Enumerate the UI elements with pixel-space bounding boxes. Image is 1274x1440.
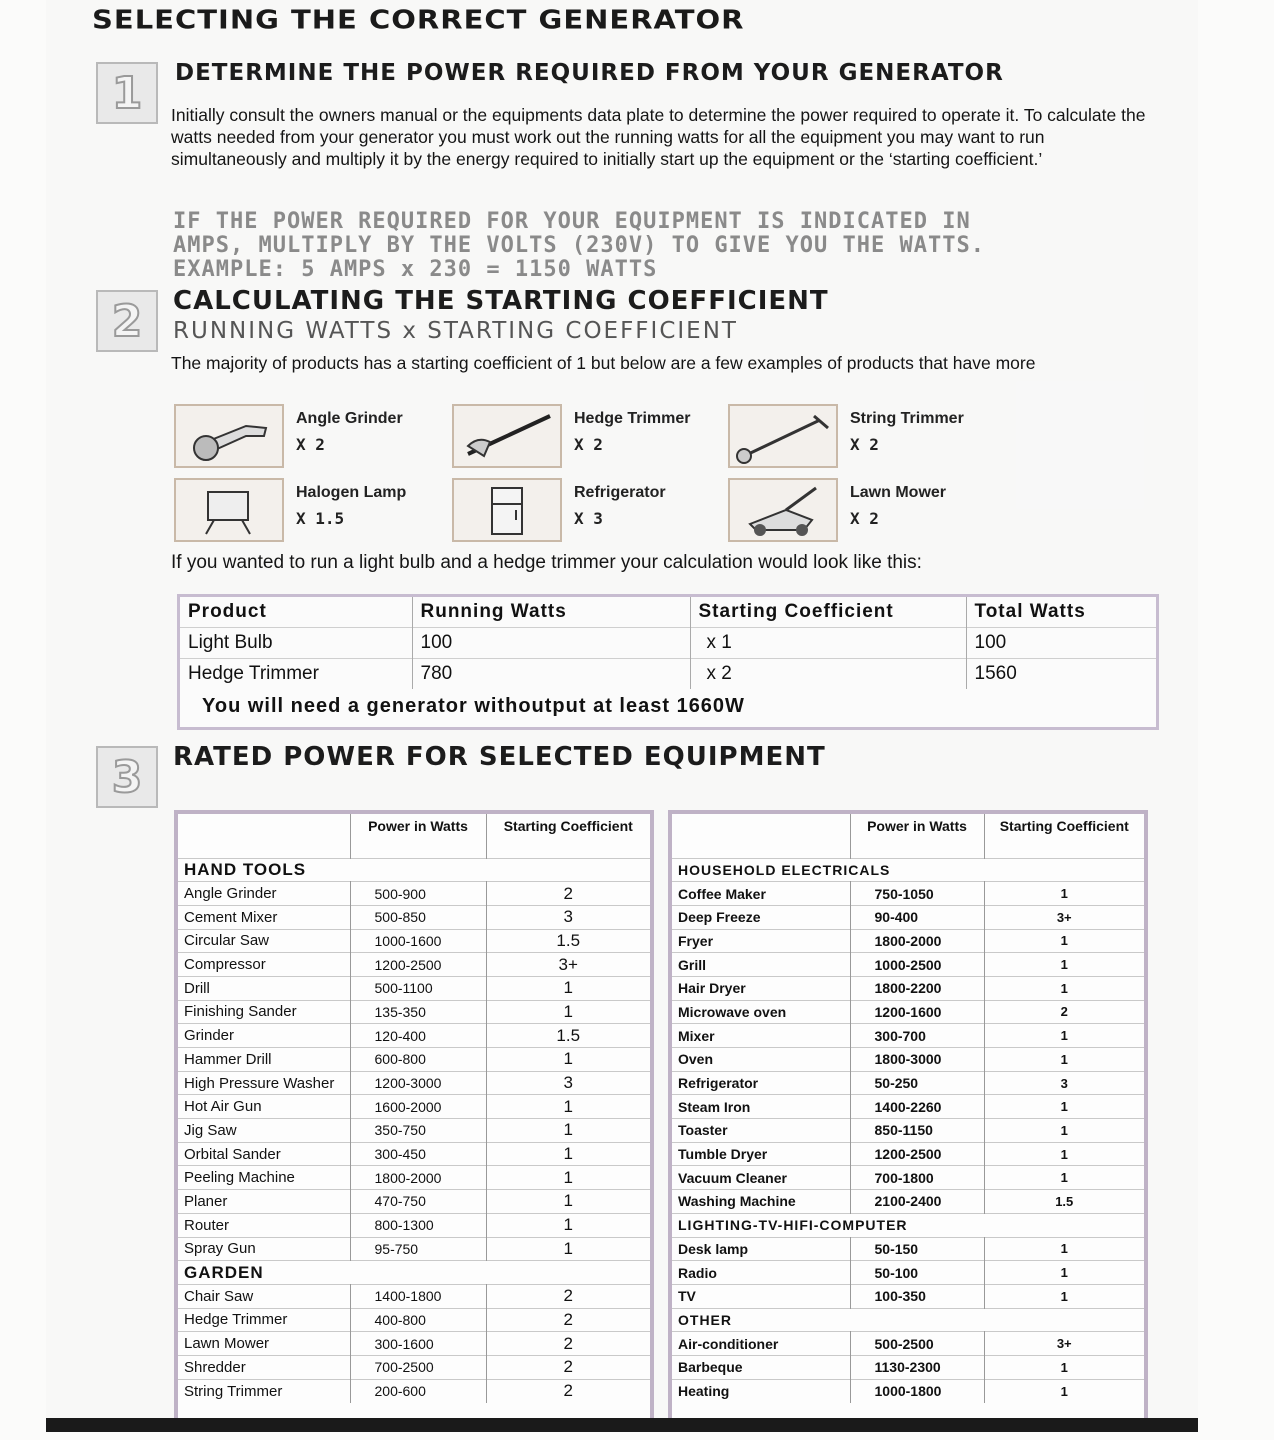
section-row: LIGHTING-TV-HIFI-COMPUTER [672, 1213, 1144, 1237]
table-row: String Trimmer 200-600 2 [178, 1379, 650, 1403]
table-row: Oven 1800-3000 1 [672, 1048, 1144, 1072]
table-row: Cement Mixer 500-850 3 [178, 905, 650, 929]
step-number-1: 1 [96, 62, 158, 124]
step-number-3: 3 [96, 746, 158, 808]
amps-note-line-3: EXAMPLE: 5 AMPS x 230 = 1150 WATTS [173, 257, 658, 282]
table-row: Jig Saw 350-750 1 [178, 1119, 650, 1143]
product-hedge-trimmer: Hedge Trimmer X 2 [452, 404, 722, 468]
coefficient-column-header: Starting Coefficient [999, 818, 1129, 834]
table-row: Orbital Sander 300-450 1 [178, 1142, 650, 1166]
string-trimmer-icon [728, 404, 838, 468]
section-1-paragraph: Initially consult the owners manual or the equipments data plate to determine the power required to operate it. To calculate the watts needed from your generator you must work out the running watts for all the equipment you may want to run simultaneously and multiply it by the energy required to initially start up the equipment or the ‘starting coefficient.’ [171, 105, 1146, 169]
section-2-paragraph: The majority of products has a starting coefficient of 1 but below are a few examples of products that have more [171, 353, 1036, 373]
table-row: Finishing Sander 135-350 1 [178, 1000, 650, 1024]
halogen-lamp-icon [174, 478, 284, 542]
table-row: Heating 1000-1800 1 [672, 1379, 1144, 1403]
product-angle-grinder: Angle Grinder X 2 [174, 404, 444, 468]
section-row: HAND TOOLS [178, 858, 650, 882]
table-row: Circular Saw 1000-1600 1.5 [178, 929, 650, 953]
table-row: Shredder 700-2500 2 [178, 1355, 650, 1379]
table-row: Refrigerator 50-250 3 [672, 1071, 1144, 1095]
table-row: Hair Dryer 1800-2200 1 [672, 976, 1144, 1000]
example-intro: If you wanted to run a light bulb and a hedge trimmer your calculation would look like this: [171, 552, 922, 573]
table-row: High Pressure Washer 1200-3000 3 [178, 1071, 650, 1095]
table-row: Air-conditioner 500-2500 3+ [672, 1332, 1144, 1356]
table-row: Grill 1000-2500 1 [672, 953, 1144, 977]
table-row: Vacuum Cleaner 700-1800 1 [672, 1166, 1144, 1190]
amps-note-line-1: IF THE POWER REQUIRED FOR YOUR EQUIPMENT IS INDICATED IN [173, 209, 971, 234]
table-row: Desk lamp 50-150 1 [672, 1237, 1144, 1261]
section-1-heading: DETERMINE THE POWER REQUIRED FROM YOUR GENERATOR [175, 60, 1004, 86]
section-row: GARDEN [178, 1261, 650, 1285]
table-row: Mixer 300-700 1 [672, 1024, 1144, 1048]
hand-tools-garden-table [174, 810, 654, 1424]
calc-header: Running Watts [412, 597, 690, 628]
table-row: Hedge Trimmer 780 x 2 1560 [180, 659, 1156, 690]
product-refrigerator: Refrigerator X 3 [452, 478, 722, 542]
table-row: Compressor 1200-2500 3+ [178, 953, 650, 977]
table-row: Spray Gun 95-750 1 [178, 1237, 650, 1261]
calc-header: Starting Coefficient [690, 597, 966, 628]
bottom-bar [46, 1418, 1198, 1432]
amps-note-line-2: AMPS, MULTIPLY BY THE VOLTS (230V) TO GIVE YOU THE WATTS. [173, 233, 985, 258]
power-column-header: Power in Watts [350, 814, 486, 858]
amps-note [173, 210, 1113, 282]
table-row: Toaster 850-1150 1 [672, 1119, 1144, 1143]
table-row: Peeling Machine 1800-2000 1 [178, 1166, 650, 1190]
table-row: Microwave oven 1200-1600 2 [672, 1000, 1144, 1024]
table-row: Chair Saw 1400-1800 2 [178, 1284, 650, 1308]
table-row: Fryer 1800-2000 1 [672, 929, 1144, 953]
angle-grinder-icon [174, 404, 284, 468]
table-row: Tumble Dryer 1200-2500 1 [672, 1142, 1144, 1166]
section-2-heading: CALCULATING THE STARTING COEFFICIENT [173, 286, 829, 316]
product-string-trimmer: String Trimmer X 2 [728, 404, 998, 468]
table-row: Planer 470-750 1 [178, 1190, 650, 1214]
table-row: Hammer Drill 600-800 1 [178, 1048, 650, 1072]
step-number-2: 2 [96, 290, 158, 352]
table-row: Radio 50-100 1 [672, 1261, 1144, 1285]
calc-result: You will need a generator withoutput at least 1660W [202, 695, 745, 717]
refrigerator-icon [452, 478, 562, 542]
coefficient-column-header: Starting Coefficient [503, 818, 633, 834]
table-row: Drill 500-1100 1 [178, 976, 650, 1000]
table-row: Coffee Maker 750-1050 1 [672, 882, 1144, 906]
table-row: Barbeque 1130-2300 1 [672, 1355, 1144, 1379]
product-halogen-lamp: Halogen Lamp X 1.5 [174, 478, 444, 542]
table-row: Steam Iron 1400-2260 1 [672, 1095, 1144, 1119]
table-row: Lawn Mower 300-1600 2 [178, 1332, 650, 1356]
table-row: Light Bulb 100 x 1 100 [180, 628, 1156, 659]
calculation-table [177, 594, 1159, 730]
formula-text: RUNNING WATTS x STARTING COEFFICIENT [173, 318, 738, 344]
household-table [668, 810, 1148, 1424]
hedge-trimmer-icon [452, 404, 562, 468]
table-row: Grinder 120-400 1.5 [178, 1024, 650, 1048]
page-title: SELECTING THE CORRECT GENERATOR [92, 4, 745, 35]
table-row: Router 800-1300 1 [178, 1213, 650, 1237]
lawn-mower-icon [728, 478, 838, 542]
table-row: Hot Air Gun 1600-2000 1 [178, 1095, 650, 1119]
table-row: TV 100-350 1 [672, 1284, 1144, 1308]
table-row: Washing Machine 2100-2400 1.5 [672, 1190, 1144, 1214]
section-row: HOUSEHOLD ELECTRICALS [672, 858, 1144, 882]
section-row: OTHER [672, 1308, 1144, 1332]
table-row: Deep Freeze 90-400 3+ [672, 905, 1144, 929]
table-row: Hedge Trimmer 400-800 2 [178, 1308, 650, 1332]
calc-header: Product [180, 597, 412, 628]
power-column-header: Power in Watts [850, 814, 984, 858]
table-row: Angle Grinder 500-900 2 [178, 882, 650, 906]
calc-header: Total Watts [974, 601, 1086, 622]
section-3-heading: RATED POWER FOR SELECTED EQUIPMENT [173, 742, 826, 772]
product-lawn-mower: Lawn Mower X 2 [728, 478, 998, 542]
